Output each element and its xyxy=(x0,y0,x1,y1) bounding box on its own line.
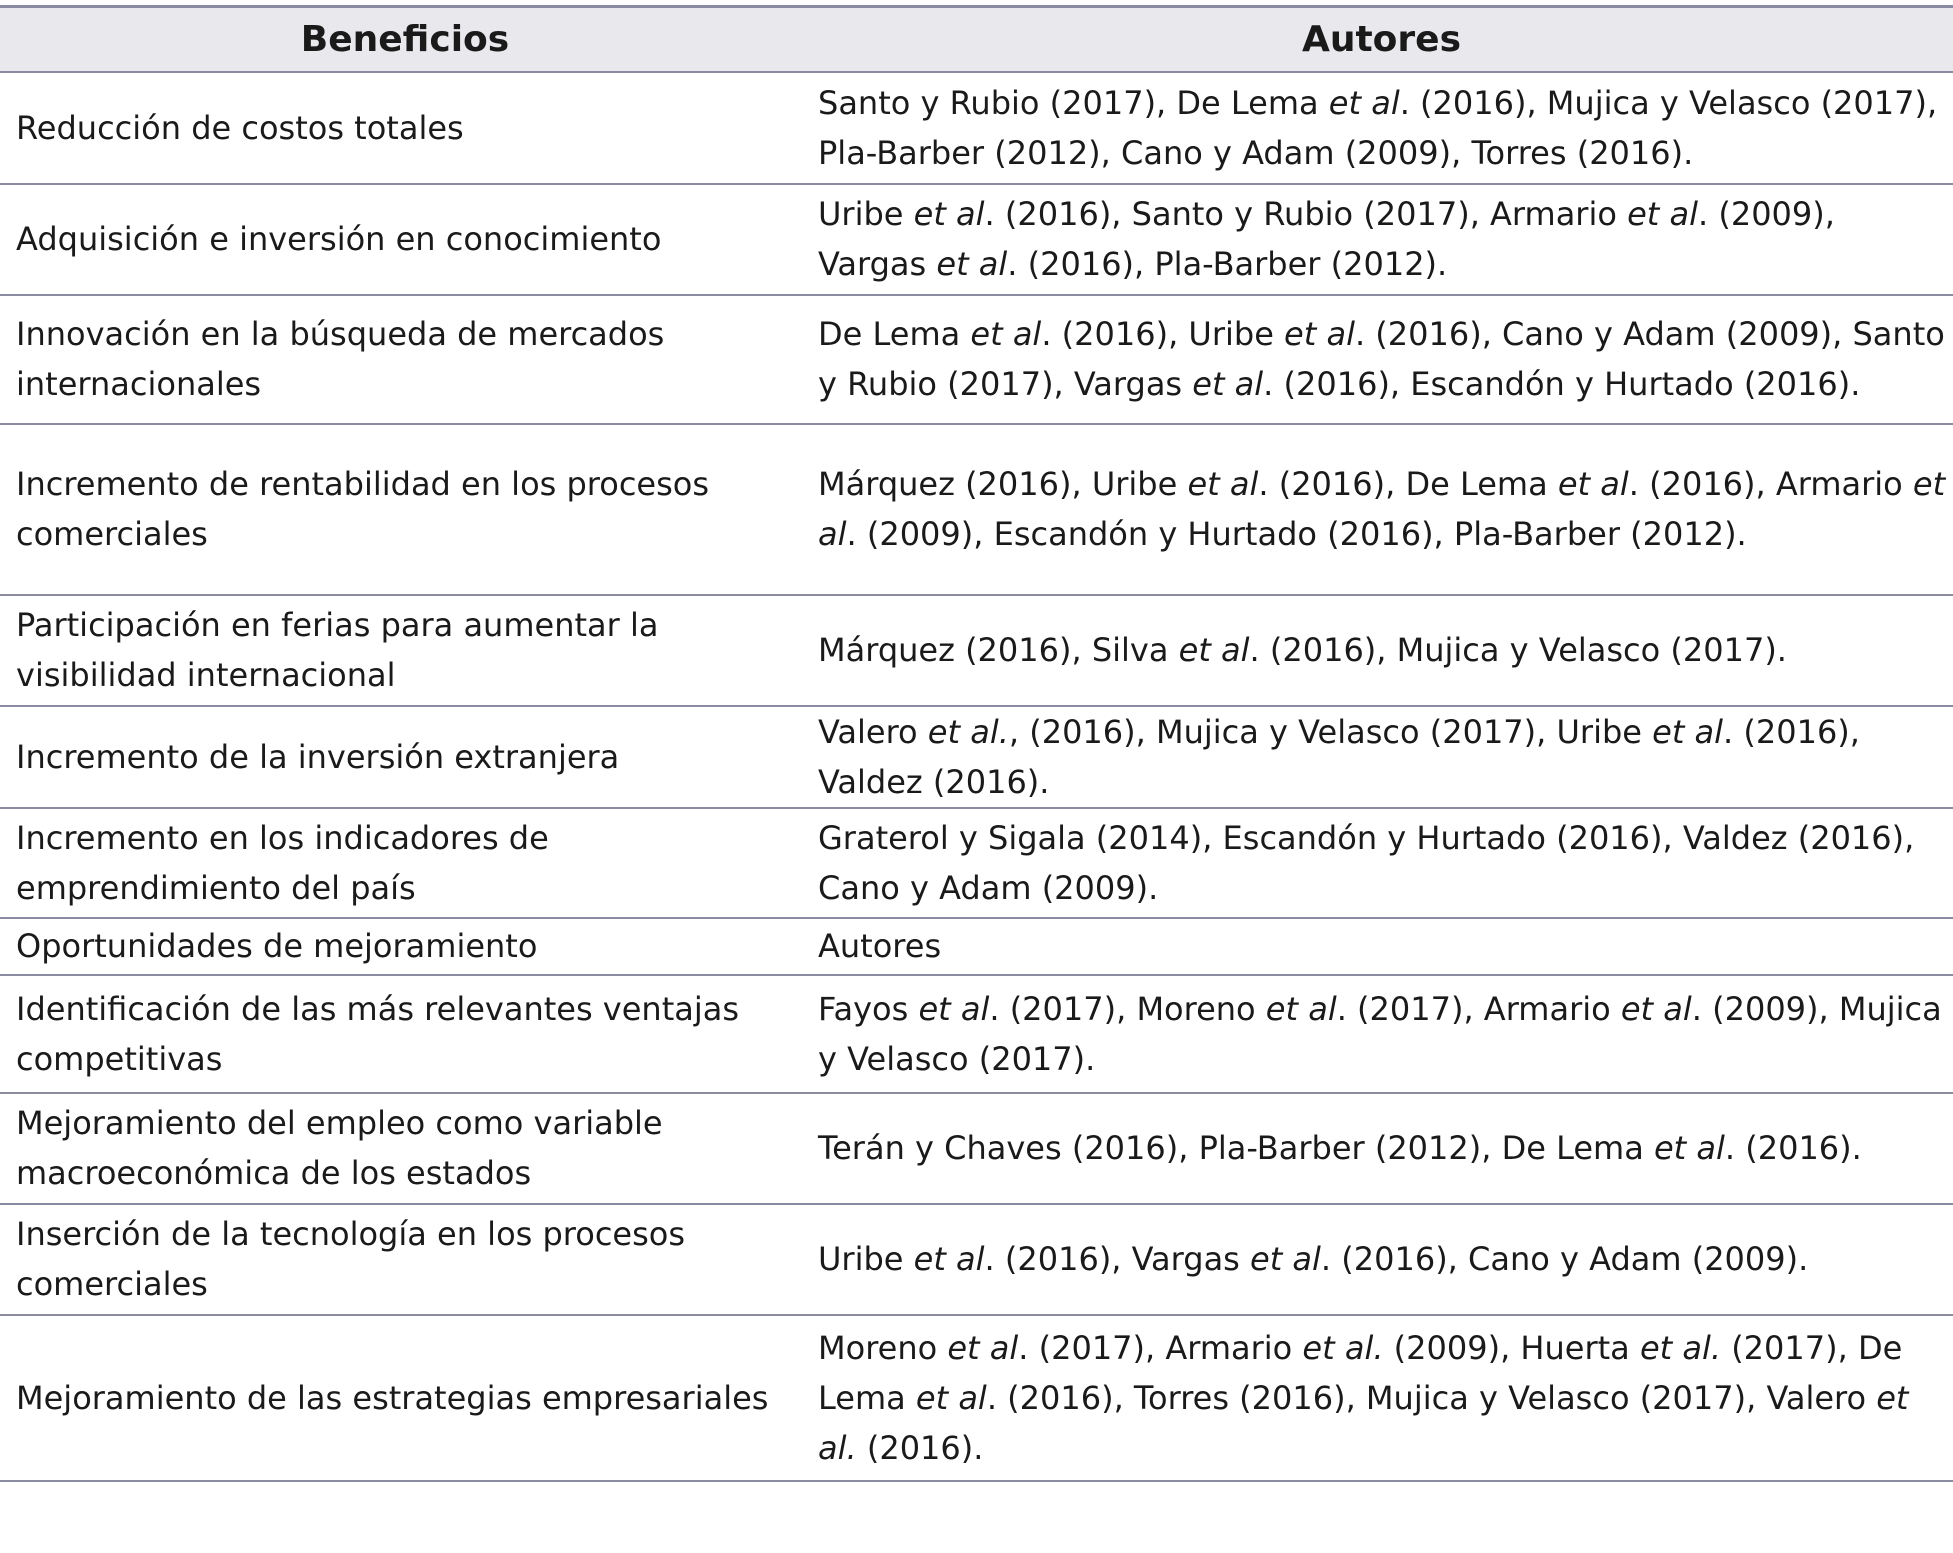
table-row xyxy=(0,808,1953,918)
authors-et-al: et al. xyxy=(927,712,1009,751)
authors-et-al: et al. xyxy=(1639,1328,1722,1367)
authors-cell xyxy=(810,295,1953,424)
authors-et-al: et al xyxy=(1620,989,1692,1028)
table-row xyxy=(0,706,1953,808)
table-row xyxy=(0,1315,1953,1481)
authors-text: . (2016), Cano y Adam (2009). xyxy=(1320,1240,1809,1278)
authors-et-al: et al xyxy=(947,1328,1019,1367)
authors-et-al: et al xyxy=(913,1240,985,1278)
authors-text: Uribe xyxy=(818,1240,914,1278)
benefit-cell: Adquisición e inversión en conocimiento xyxy=(0,184,810,295)
authors-text: . (2016), Santo y Rubio (2017), Armario xyxy=(984,195,1628,233)
benefit-cell: Innovación en la búsqueda de mercados internacionales xyxy=(0,295,810,424)
benefit-cell: Mejoramiento del empleo como variable macroeconómica de los estados xyxy=(0,1093,810,1204)
table-row xyxy=(0,975,1953,1093)
benefit-cell: Participación en ferias para aumentar la visibilidad internacional xyxy=(0,595,810,706)
authors-text: . (2017), Armario xyxy=(1336,989,1621,1028)
authors-et-al: et al xyxy=(1284,315,1355,353)
authors-cell xyxy=(810,72,1953,184)
authors-text: . (2009), Vargas xyxy=(818,195,1835,283)
authors-et-al: et al xyxy=(1250,1240,1321,1278)
authors-et-al: et al xyxy=(1192,365,1264,403)
authors-cell xyxy=(810,918,1953,975)
authors-cell xyxy=(810,595,1953,706)
table-row xyxy=(0,72,1953,184)
authors-text: . (2016), Torres (2016), Mujica y Velasco (2017), Valero xyxy=(986,1378,1877,1417)
authors-text: Márquez (2016), Silva xyxy=(818,631,1179,669)
authors-text: . (2016), Pla-Barber (2012). xyxy=(1007,245,1448,283)
authors-text: De Lema xyxy=(818,315,971,353)
authors-cell xyxy=(810,808,1953,918)
authors-text: (2016). xyxy=(856,1428,984,1467)
authors-text: Fayos xyxy=(818,989,919,1028)
authors-cell xyxy=(810,424,1953,595)
benefit-cell: Identificación de las más relevantes ventajas competitivas xyxy=(0,975,810,1093)
header-authors: Autores xyxy=(810,7,1953,72)
table-row xyxy=(0,1204,1953,1315)
authors-et-al: et al xyxy=(1557,465,1629,503)
authors-text: Graterol y Sigala (2014), Escandón y Hurtado (2016), Valdez (2016), Cano y Adam (2009). xyxy=(818,818,1915,907)
authors-text: . (2017), Armario xyxy=(1018,1328,1303,1367)
authors-et-al: et al. xyxy=(818,1378,1909,1467)
authors-text: . (2009), Escandón y Hurtado (2016), Pla-Barber (2012). xyxy=(846,515,1747,553)
table-row xyxy=(0,424,1953,595)
authors-text: Moreno xyxy=(818,1328,948,1367)
authors-text: Márquez (2016), Uribe xyxy=(818,465,1188,503)
authors-text: . (2016), Mujica y Velasco (2017), Pla-Barber (2012), Cano y Adam (2009), Torres (2016). xyxy=(818,83,1938,172)
table-row xyxy=(0,295,1953,424)
authors-cell xyxy=(810,1093,1953,1204)
benefit-cell: Reducción de costos totales xyxy=(0,72,810,184)
authors-text: . (2016), De Lema xyxy=(1258,465,1558,503)
authors-text: . (2016), Valdez (2016). xyxy=(818,712,1860,801)
authors-et-al: et al xyxy=(970,315,1042,353)
authors-et-al: et al xyxy=(818,465,1946,553)
authors-text: Santo y Rubio (2017), De Lema xyxy=(818,83,1329,122)
authors-et-al: et al xyxy=(1328,83,1400,122)
authors-text: . (2016), Uribe xyxy=(1041,315,1285,353)
authors-text: . (2009), Mujica y Velasco (2017). xyxy=(818,989,1942,1078)
authors-et-al: et al xyxy=(936,245,1008,283)
table-row xyxy=(0,1093,1953,1204)
authors-text: (2009), Huerta xyxy=(1383,1328,1640,1367)
authors-cell xyxy=(810,1315,1953,1481)
authors-et-al: et al xyxy=(915,1378,987,1417)
table-row xyxy=(0,595,1953,706)
benefit-cell: Incremento en los indicadores de emprendimiento del país xyxy=(0,808,810,918)
table-row xyxy=(0,184,1953,295)
authors-text: , (2016), Mujica y Velasco (2017), Uribe xyxy=(1008,712,1653,751)
authors-et-al: et al xyxy=(1178,631,1250,669)
authors-et-al: et al xyxy=(1653,1129,1725,1167)
authors-cell xyxy=(810,1204,1953,1315)
authors-text: . (2016), Mujica y Velasco (2017). xyxy=(1249,631,1787,669)
authors-et-al: et al. xyxy=(1302,1328,1384,1367)
authors-text: (2017), De Lema xyxy=(818,1328,1903,1417)
authors-et-al: et al xyxy=(1187,465,1259,503)
authors-et-al: et al xyxy=(913,195,985,233)
authors-et-al: et al xyxy=(1265,989,1337,1028)
authors-cell xyxy=(810,184,1953,295)
authors-et-al: et al xyxy=(1652,712,1724,751)
authors-text: Valero xyxy=(818,712,928,751)
authors-cell xyxy=(810,975,1953,1093)
authors-text: Terán y Chaves (2016), Pla-Barber (2012), De Lema xyxy=(818,1129,1654,1167)
authors-et-al: et al xyxy=(1627,195,1698,233)
authors-text: Autores xyxy=(818,927,942,965)
header-benefits: Beneficios xyxy=(0,7,810,72)
authors-text: . (2016), Vargas xyxy=(984,1240,1251,1278)
authors-et-al: et al xyxy=(918,989,990,1028)
benefit-cell: Oportunidades de mejoramiento xyxy=(0,918,810,975)
authors-text: . (2016), Armario xyxy=(1628,465,1913,503)
benefits-table xyxy=(0,5,1953,1482)
benefit-cell: Mejoramiento de las estrategias empresariales xyxy=(0,1315,810,1481)
header-row xyxy=(0,7,1953,72)
authors-text: . (2016), Cano y Adam (2009), Santo y Rubio (2017), Vargas xyxy=(818,315,1945,403)
benefit-cell: Inserción de la tecnología en los procesos comerciales xyxy=(0,1204,810,1315)
authors-text: . (2017), Moreno xyxy=(989,989,1266,1028)
table-row xyxy=(0,918,1953,975)
benefit-cell: Incremento de rentabilidad en los procesos comerciales xyxy=(0,424,810,595)
authors-text: Uribe xyxy=(818,195,914,233)
authors-text: . (2016). xyxy=(1724,1129,1862,1167)
benefit-cell: Incremento de la inversión extranjera xyxy=(0,706,810,808)
authors-text: . (2016), Escandón y Hurtado (2016). xyxy=(1263,365,1861,403)
authors-cell xyxy=(810,706,1953,808)
